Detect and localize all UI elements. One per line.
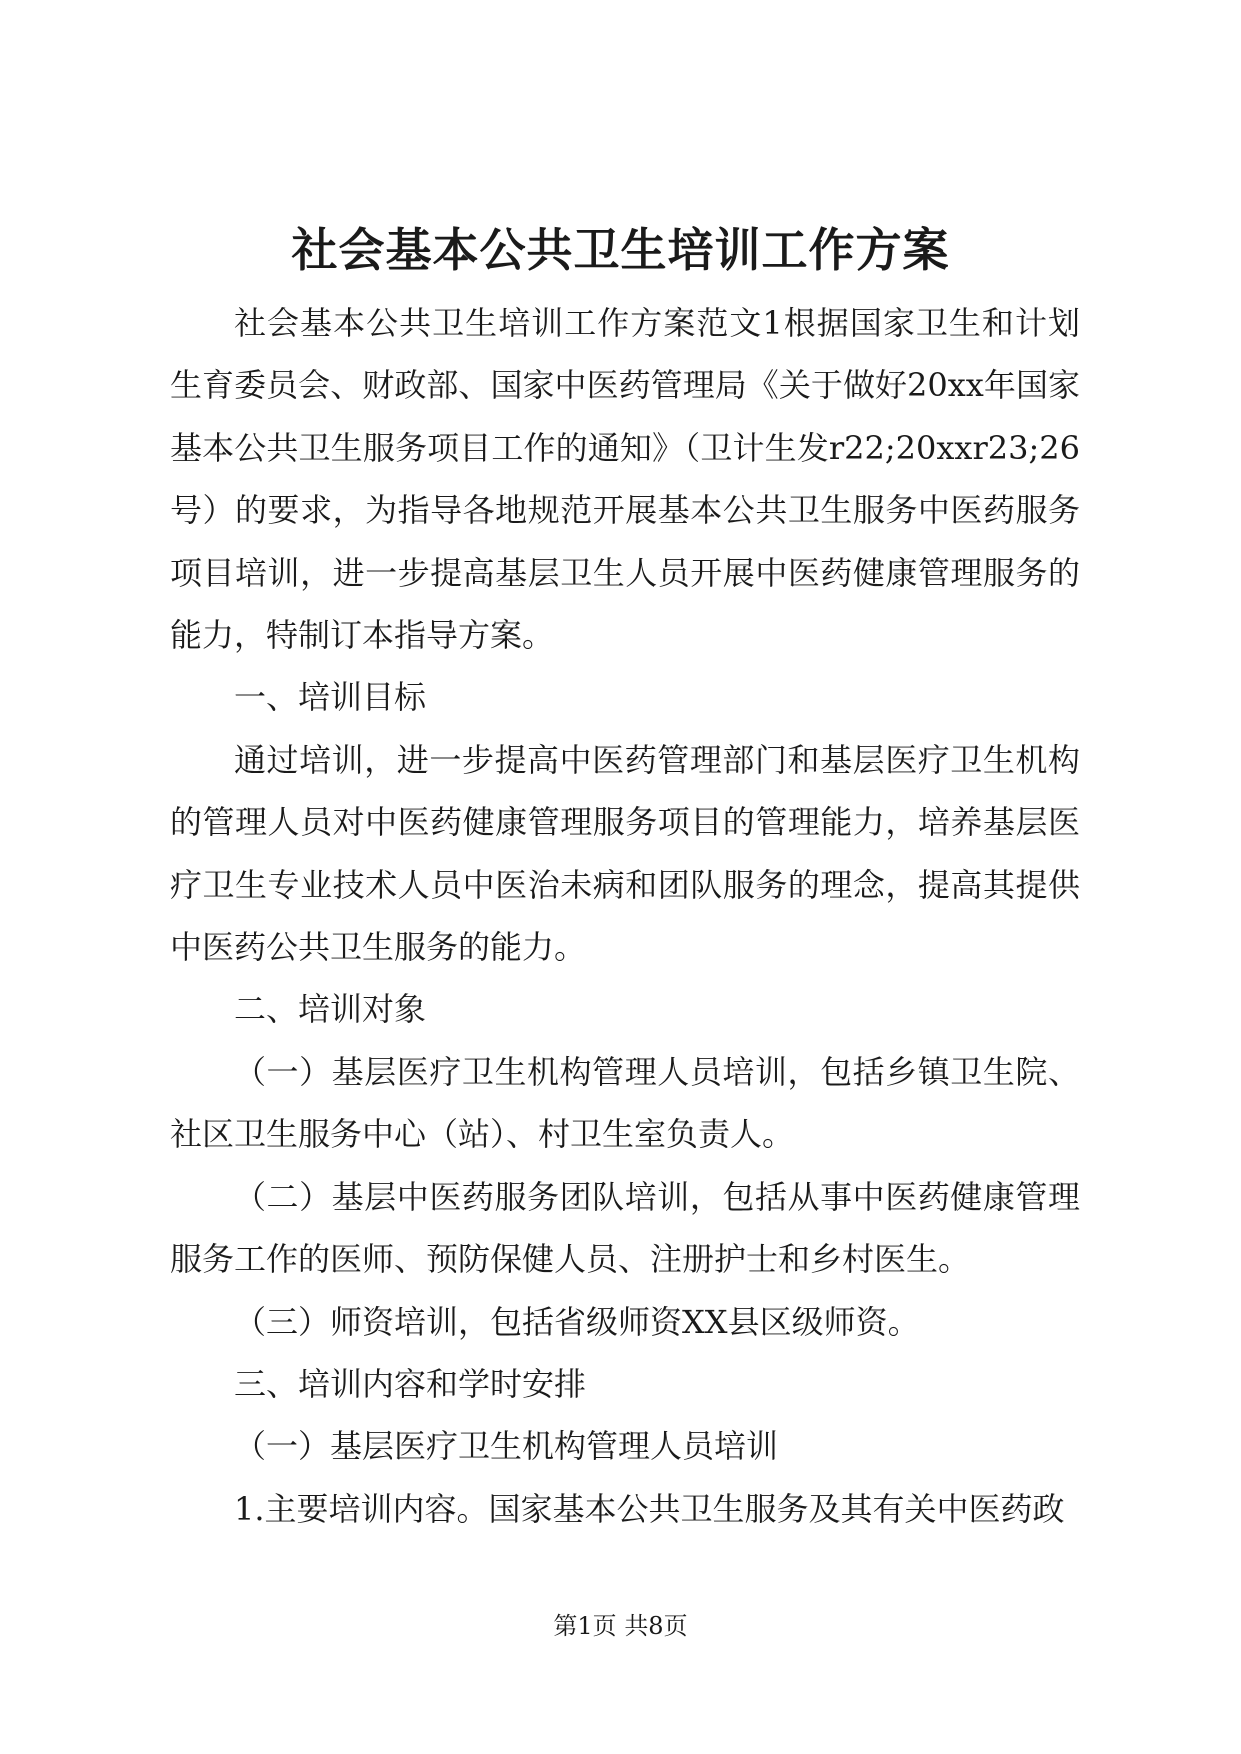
paragraph-target-teachers: （三）师资培训，包括省级师资XX县区级师资。 [234,1302,920,1341]
paragraph-intro: 社会基本公共卫生培训工作方案范文1根据国家卫生和计划生育委员会、财政部、国家中医药管理局《关于做好20xx年国家基本公共卫生服务项目工作的通知》（卫计生发r22;20xxr23;26号）的要求，为指导各地规范开展基本公共卫生服务中医药服务项目培训，进一步提高基层卫生人员开展中医药健康管理服务的能力，特制订本指导方案。 [170,304,1080,655]
heading-training-target: 二、培训对象 [234,990,427,1029]
subheading-manager-training: （一）基层医疗卫生机构管理人员培训 [234,1427,779,1466]
paragraph-target-managers: （一）基层医疗卫生机构管理人员培训，包括乡镇卫生院、社区卫生服务中心（站）、村卫生室负责人。 [170,1052,1080,1154]
document-body [170,292,1080,1540]
heading-training-goal: 一、培训目标 [234,678,427,717]
paragraph-main-content: 1.主要培训内容。国家基本公共卫生服务及其有关中医药政 [234,1489,1065,1528]
heading-training-content: 三、培训内容和学时安排 [234,1364,587,1403]
paragraph-target-teams: （二）基层中医药服务团队培训，包括从事中医药健康管理服务工作的医师、预防保健人员、注册护士和乡村医生。 [170,1177,1080,1279]
paragraph-training-goal: 通过培训，进一步提高中医药管理部门和基层医疗卫生机构的管理人员对中医药健康管理服务项目的管理能力，培养基层医疗卫生专业技术人员中医治未病和团队服务的理念，提高其提供中医药公共卫生服务的能力。 [170,740,1080,967]
page-total: 共8页 [624,1612,688,1640]
document-title: 社会基本公共卫生培训工作方案 [291,223,950,277]
page-footer [0,1611,1241,1641]
page-number: 第1页 [553,1612,617,1640]
